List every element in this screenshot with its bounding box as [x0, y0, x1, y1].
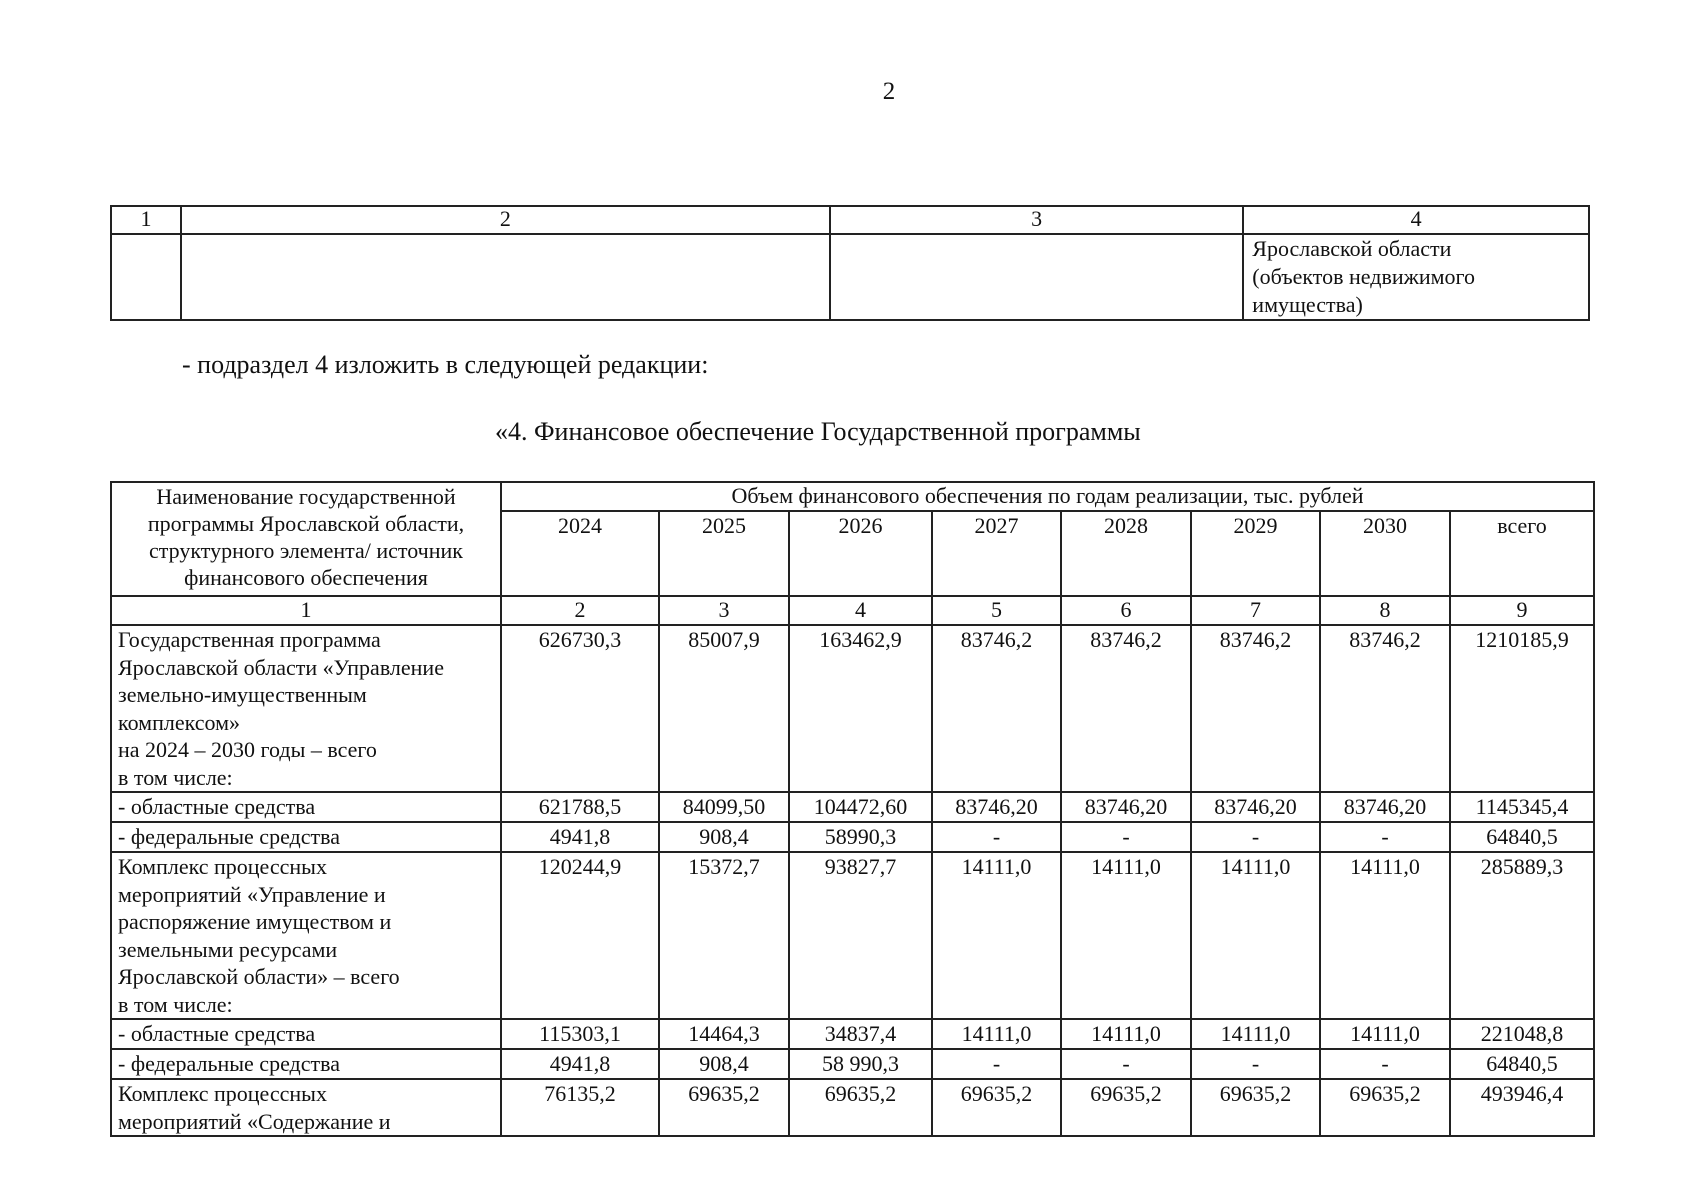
value-cell: - — [1320, 1049, 1450, 1079]
object-cell — [1243, 234, 1589, 320]
year-header: 2029 — [1191, 511, 1320, 596]
column-index: 4 — [789, 596, 932, 625]
value-cell: 69635,2 — [1061, 1079, 1191, 1136]
table-row — [111, 625, 1594, 792]
cell-line: земельными ресурсами — [118, 936, 338, 962]
column-index: 5 — [932, 596, 1061, 625]
year-header: 2025 — [659, 511, 789, 596]
value-cell: 14111,0 — [1191, 1019, 1320, 1049]
value-cell: 14111,0 — [1061, 852, 1191, 1019]
value-cell: 83746,2 — [1191, 625, 1320, 792]
value-cell: 83746,2 — [1061, 625, 1191, 792]
value-cell: 69635,2 — [1320, 1079, 1450, 1136]
year-header: 2026 — [789, 511, 932, 596]
total-cell: 1145345,4 — [1450, 792, 1594, 822]
value-cell: 14111,0 — [1320, 1019, 1450, 1049]
value-cell: 83746,2 — [932, 625, 1061, 792]
value-cell: 14111,0 — [932, 1019, 1061, 1049]
value-cell: - — [1191, 1049, 1320, 1079]
table-row — [111, 852, 1594, 1019]
table-row — [111, 1079, 1594, 1136]
value-cell: 621788,5 — [501, 792, 659, 822]
row-description — [111, 625, 501, 792]
year-header: 2027 — [932, 511, 1061, 596]
total-cell: 285889,3 — [1450, 852, 1594, 1019]
value-cell: - — [932, 1049, 1061, 1079]
table-row — [111, 234, 1589, 320]
financing-table — [110, 481, 1595, 1137]
cell-line: Комплекс процессных — [118, 854, 327, 879]
value-cell: 69635,2 — [789, 1079, 932, 1136]
value-cell: 14111,0 — [1191, 852, 1320, 1019]
cell-line: Комплекс процессных — [118, 1081, 327, 1106]
index-row — [111, 596, 1594, 625]
empty-cell — [111, 234, 181, 320]
column-index: 1 — [111, 596, 501, 625]
page-number: 2 — [882, 78, 896, 105]
cell-line: Ярославской области — [1252, 236, 1452, 261]
value-cell: 76135,2 — [501, 1079, 659, 1136]
value-cell: 115303,1 — [501, 1019, 659, 1049]
value-cell: 69635,2 — [1191, 1079, 1320, 1136]
cell-line: мероприятий «Содержание и — [118, 1108, 391, 1134]
column-index: 3 — [830, 206, 1243, 234]
value-cell: - — [1191, 822, 1320, 852]
value-cell: 84099,50 — [659, 792, 789, 822]
cell-line: имущества) — [1252, 292, 1363, 317]
cell-line: (объектов недвижимого — [1252, 264, 1475, 289]
value-cell: 83746,20 — [1061, 792, 1191, 822]
value-cell: 58 990,3 — [789, 1049, 932, 1079]
year-header: 2030 — [1320, 511, 1450, 596]
year-header: 2024 — [501, 511, 659, 596]
table-row — [111, 1019, 1594, 1049]
value-cell: 104472,60 — [789, 792, 932, 822]
value-cell: 120244,9 — [501, 852, 659, 1019]
total-header: всего — [1450, 511, 1594, 596]
value-cell: 58990,3 — [789, 822, 932, 852]
value-cell: - — [1061, 822, 1191, 852]
value-cell: 15372,7 — [659, 852, 789, 1019]
table-row — [111, 792, 1594, 822]
row-description — [111, 852, 501, 1019]
value-cell: 908,4 — [659, 822, 789, 852]
column-index: 2 — [501, 596, 659, 625]
value-cell: 83746,20 — [1320, 792, 1450, 822]
value-cell: 163462,9 — [789, 625, 932, 792]
value-cell: 14464,3 — [659, 1019, 789, 1049]
value-cell: 34837,4 — [789, 1019, 932, 1049]
cell-line: распоряжение имуществом и — [118, 909, 392, 934]
row-description — [111, 1079, 501, 1136]
cell-line: на 2024 – 2030 годы – всего — [118, 737, 377, 762]
instruction-text: - подраздел 4 изложить в следующей редакции: — [182, 350, 709, 379]
total-cell: 1210185,9 — [1450, 625, 1594, 792]
cell-line: Государственная программа — [118, 627, 381, 652]
cell-line: Ярославской области «Управление — [118, 654, 444, 680]
column-index: 8 — [1320, 596, 1450, 625]
total-cell: 493946,4 — [1450, 1079, 1594, 1136]
cell-line: комплексом» — [118, 709, 240, 735]
value-cell: 14111,0 — [1320, 852, 1450, 1019]
value-cell: 69635,2 — [659, 1079, 789, 1136]
table-row — [111, 1049, 1594, 1079]
total-cell: 64840,5 — [1450, 1049, 1594, 1079]
column-index: 6 — [1061, 596, 1191, 625]
column-index: 7 — [1191, 596, 1320, 625]
row-label: - федеральные средства — [111, 1049, 501, 1079]
value-cell: 14111,0 — [1061, 1019, 1191, 1049]
value-cell: 83746,2 — [1320, 625, 1450, 792]
value-cell: 83746,20 — [932, 792, 1061, 822]
continuation-table — [110, 205, 1590, 321]
cell-line: мероприятий «Управление и — [118, 881, 386, 907]
total-cell: 221048,8 — [1450, 1019, 1594, 1049]
year-header: 2028 — [1061, 511, 1191, 596]
value-cell: 626730,3 — [501, 625, 659, 792]
volume-header: Объем финансового обеспечения по годам реализации, тыс. рублей — [501, 482, 1594, 511]
table-row — [111, 822, 1594, 852]
value-cell: 4941,8 — [501, 1049, 659, 1079]
column-index: 3 — [659, 596, 789, 625]
row-label: - федеральные средства — [111, 822, 501, 852]
column-index: 4 — [1243, 206, 1589, 234]
cell-line: в том числе: — [118, 764, 233, 790]
name-header: Наименование государственной программы Ярославской области, структурного элемента/ источник финансового обеспечения — [111, 482, 501, 596]
value-cell: 908,4 — [659, 1049, 789, 1079]
total-cell: 64840,5 — [1450, 822, 1594, 852]
value-cell: - — [1320, 822, 1450, 852]
cell-line: в том числе: — [118, 991, 233, 1017]
section-title: «4. Финансовое обеспечение Государственной программы — [495, 417, 1141, 446]
column-index: 9 — [1450, 596, 1594, 625]
empty-cell — [181, 234, 830, 320]
row-label: - областные средства — [111, 1019, 501, 1049]
value-cell: 85007,9 — [659, 625, 789, 792]
value-cell: 83746,20 — [1191, 792, 1320, 822]
column-index: 1 — [111, 206, 181, 234]
empty-cell — [830, 234, 1243, 320]
value-cell: 4941,8 — [501, 822, 659, 852]
value-cell: - — [1061, 1049, 1191, 1079]
value-cell: 14111,0 — [932, 852, 1061, 1019]
value-cell: - — [932, 822, 1061, 852]
column-index: 2 — [181, 206, 830, 234]
cell-line: Ярославской области» – всего — [118, 964, 400, 989]
volume-header-row — [111, 482, 1594, 511]
value-cell: 69635,2 — [932, 1079, 1061, 1136]
value-cell: 93827,7 — [789, 852, 932, 1019]
table-header-row — [111, 206, 1589, 234]
row-label: - областные средства — [111, 792, 501, 822]
cell-line: земельно-имущественным — [118, 682, 367, 707]
